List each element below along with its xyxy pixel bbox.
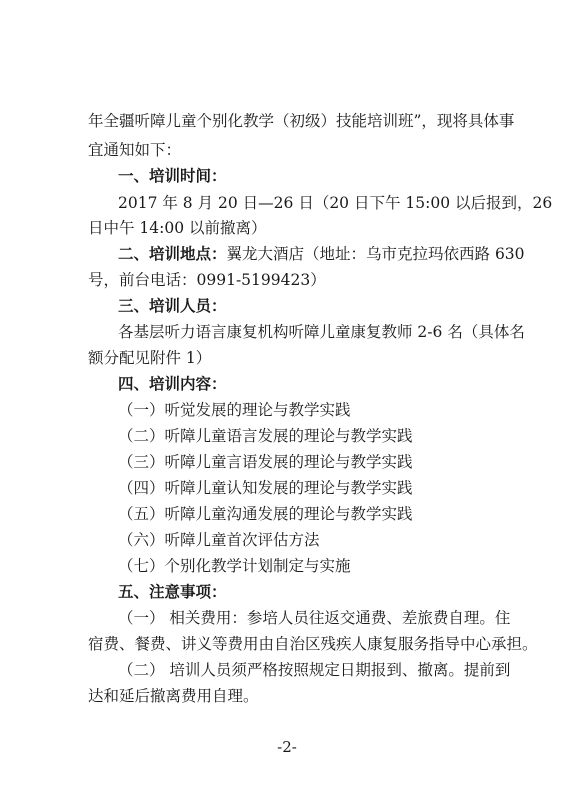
training-location-value: 翼龙大酒店（地址：乌市克拉玛依西路 630 xyxy=(226,245,525,263)
training-time-line-1: 2017 年 8 月 20 日—26 日（20 日下午 15:00 以后报到，26 xyxy=(118,194,553,212)
personnel-line-2: 额分配见附件 1） xyxy=(88,349,212,367)
section-heading-personnel: 三、培训人员： xyxy=(118,297,227,315)
training-location-line-2: 号，前台电话：0991-5199423） xyxy=(88,271,326,289)
intro-line-2: 宜通知如下： xyxy=(88,141,182,159)
notes-item-1-line-1: （一） 相关费用：参培人员往返交通费、差旅费自理。住 xyxy=(118,609,511,627)
section-heading-notes: 五、注意事项： xyxy=(118,583,227,601)
content-item: （四）听障儿童认知发展的理论与教学实践 xyxy=(118,479,413,497)
personnel-line-1: 各基层听力语言康复机构听障儿童康复教师 2-6 名（具体名 xyxy=(118,323,525,341)
content-item: （一）听觉发展的理论与教学实践 xyxy=(118,401,351,419)
training-time-line-2: 日中午 14:00 以前撤离） xyxy=(88,219,267,237)
content-item: （七）个别化教学计划制定与实施 xyxy=(118,557,351,575)
page-number: -2- xyxy=(277,738,297,756)
content-item: （三）听障儿童言语发展的理论与教学实践 xyxy=(118,453,413,471)
content-item: （二）听障儿童语言发展的理论与教学实践 xyxy=(118,427,413,445)
content-item: （五）听障儿童沟通发展的理论与教学实践 xyxy=(118,505,413,523)
notes-item-2-line-1: （二） 培训人员须严格按照规定日期报到、撤离。提前到 xyxy=(118,661,511,679)
section-heading-time: 一、培训时间： xyxy=(118,167,227,185)
notes-item-2-line-2: 达和延后撤离费用自理。 xyxy=(88,687,259,705)
content-item: （六）听障儿童首次评估方法 xyxy=(118,531,320,549)
notes-item-1-line-2: 宿费、餐费、讲义等费用由自治区残疾人康复服务指导中心承担。 xyxy=(88,635,538,653)
training-location-line-1 xyxy=(118,244,548,264)
section-heading-location: 二、培训地点： xyxy=(118,245,227,263)
section-heading-content: 四、培训内容： xyxy=(118,375,227,393)
intro-line-1: 年全疆听障儿童个别化教学（初级）技能培训班”，现将具体事 xyxy=(88,112,515,130)
